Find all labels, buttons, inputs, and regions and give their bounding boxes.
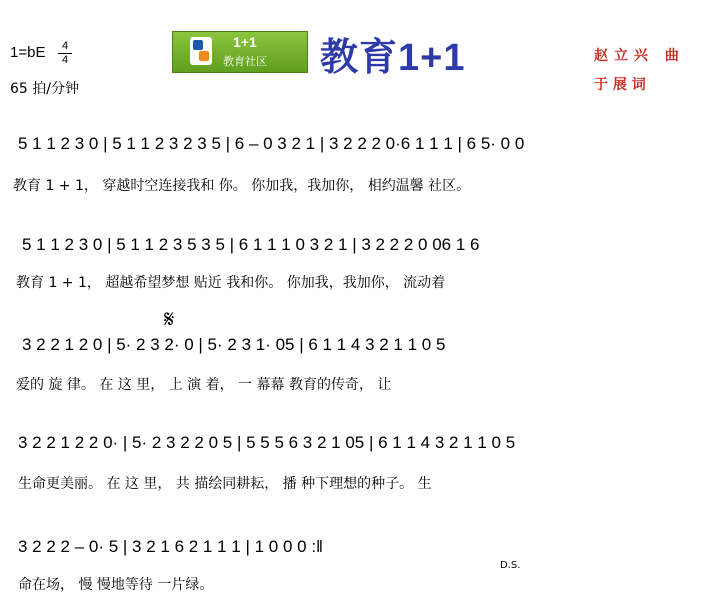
lyrics-line-5: 命在场， 慢 慢地等待 一片绿。 [18, 577, 214, 593]
notation-line-3: 3 2 2 1 2 0 | 5· 2 3 2· 0 | 5· 2 3 1· 05 | 6 1 1 4 3 2 1 1 0 5 [22, 335, 446, 354]
lyrics-line-2: 教育 1 + 1， 超越希望梦想 贴近 我和你。 你加我，我加你， 流动着 [16, 275, 446, 291]
notation-line-2: 5 1 1 2 3 0 | 5 1 1 2 3 5 3 5 | 6 1 1 1 0 3 2 1 | 3 2 2 2 0 06 1 6 [22, 235, 480, 254]
logo-icon [190, 37, 212, 65]
logo-numeral: 1+1 [233, 34, 257, 50]
notation-line-5: 3 2 2 2 – 0· 5 | 3 2 1 6 2 1 1 1 | 1 0 0 0 :‖ [18, 537, 324, 556]
song-title: 教育1+1 [320, 37, 466, 79]
lyrics-line-4: 生命更美丽。 在 这 里， 共 描绘同耕耘， 播 种下理想的种子。 生 [18, 476, 432, 492]
time-signature [58, 41, 72, 66]
tempo-marking: 65 拍/分钟 [10, 81, 79, 97]
notation-line-1: 5 1 1 2 3 0 | 5 1 1 2 3 2 3 5 | 6 – 0 3 2 1 | 3 2 2 2 0·6 1 1 1 | 6 5· 0 0 [18, 134, 525, 153]
time-signature-bottom: 4 [61, 54, 69, 66]
lyrics-line-1: 教育 1 + 1， 穿越时空连接我和 你。 你加我，我加你， 相约温馨 社区。 [13, 178, 471, 194]
logo-text: 教育社区 [223, 55, 267, 68]
community-logo [172, 31, 308, 73]
composer-credit: 赵立兴 曲 [594, 48, 685, 64]
notation-line-4: 3 2 2 1 2 2 0· | 5· 2 3 2 2 0 5 | 5 5 5 6 3 2 1 05 | 6 1 1 4 3 2 1 1 0 5 [18, 433, 516, 452]
time-signature-top: 4 [61, 40, 69, 52]
segno-sign: 𝄋 [164, 305, 175, 333]
key-signature: 1=bE [10, 44, 46, 61]
lyrics-line-3: 爱的 旋 律。 在 这 里， 上 演 着， 一 幕幕 教育的传奇， 让 [16, 377, 392, 393]
lyricist-credit: 于 展 词 [594, 77, 646, 93]
dal-segno-mark: D.S. [500, 560, 521, 571]
